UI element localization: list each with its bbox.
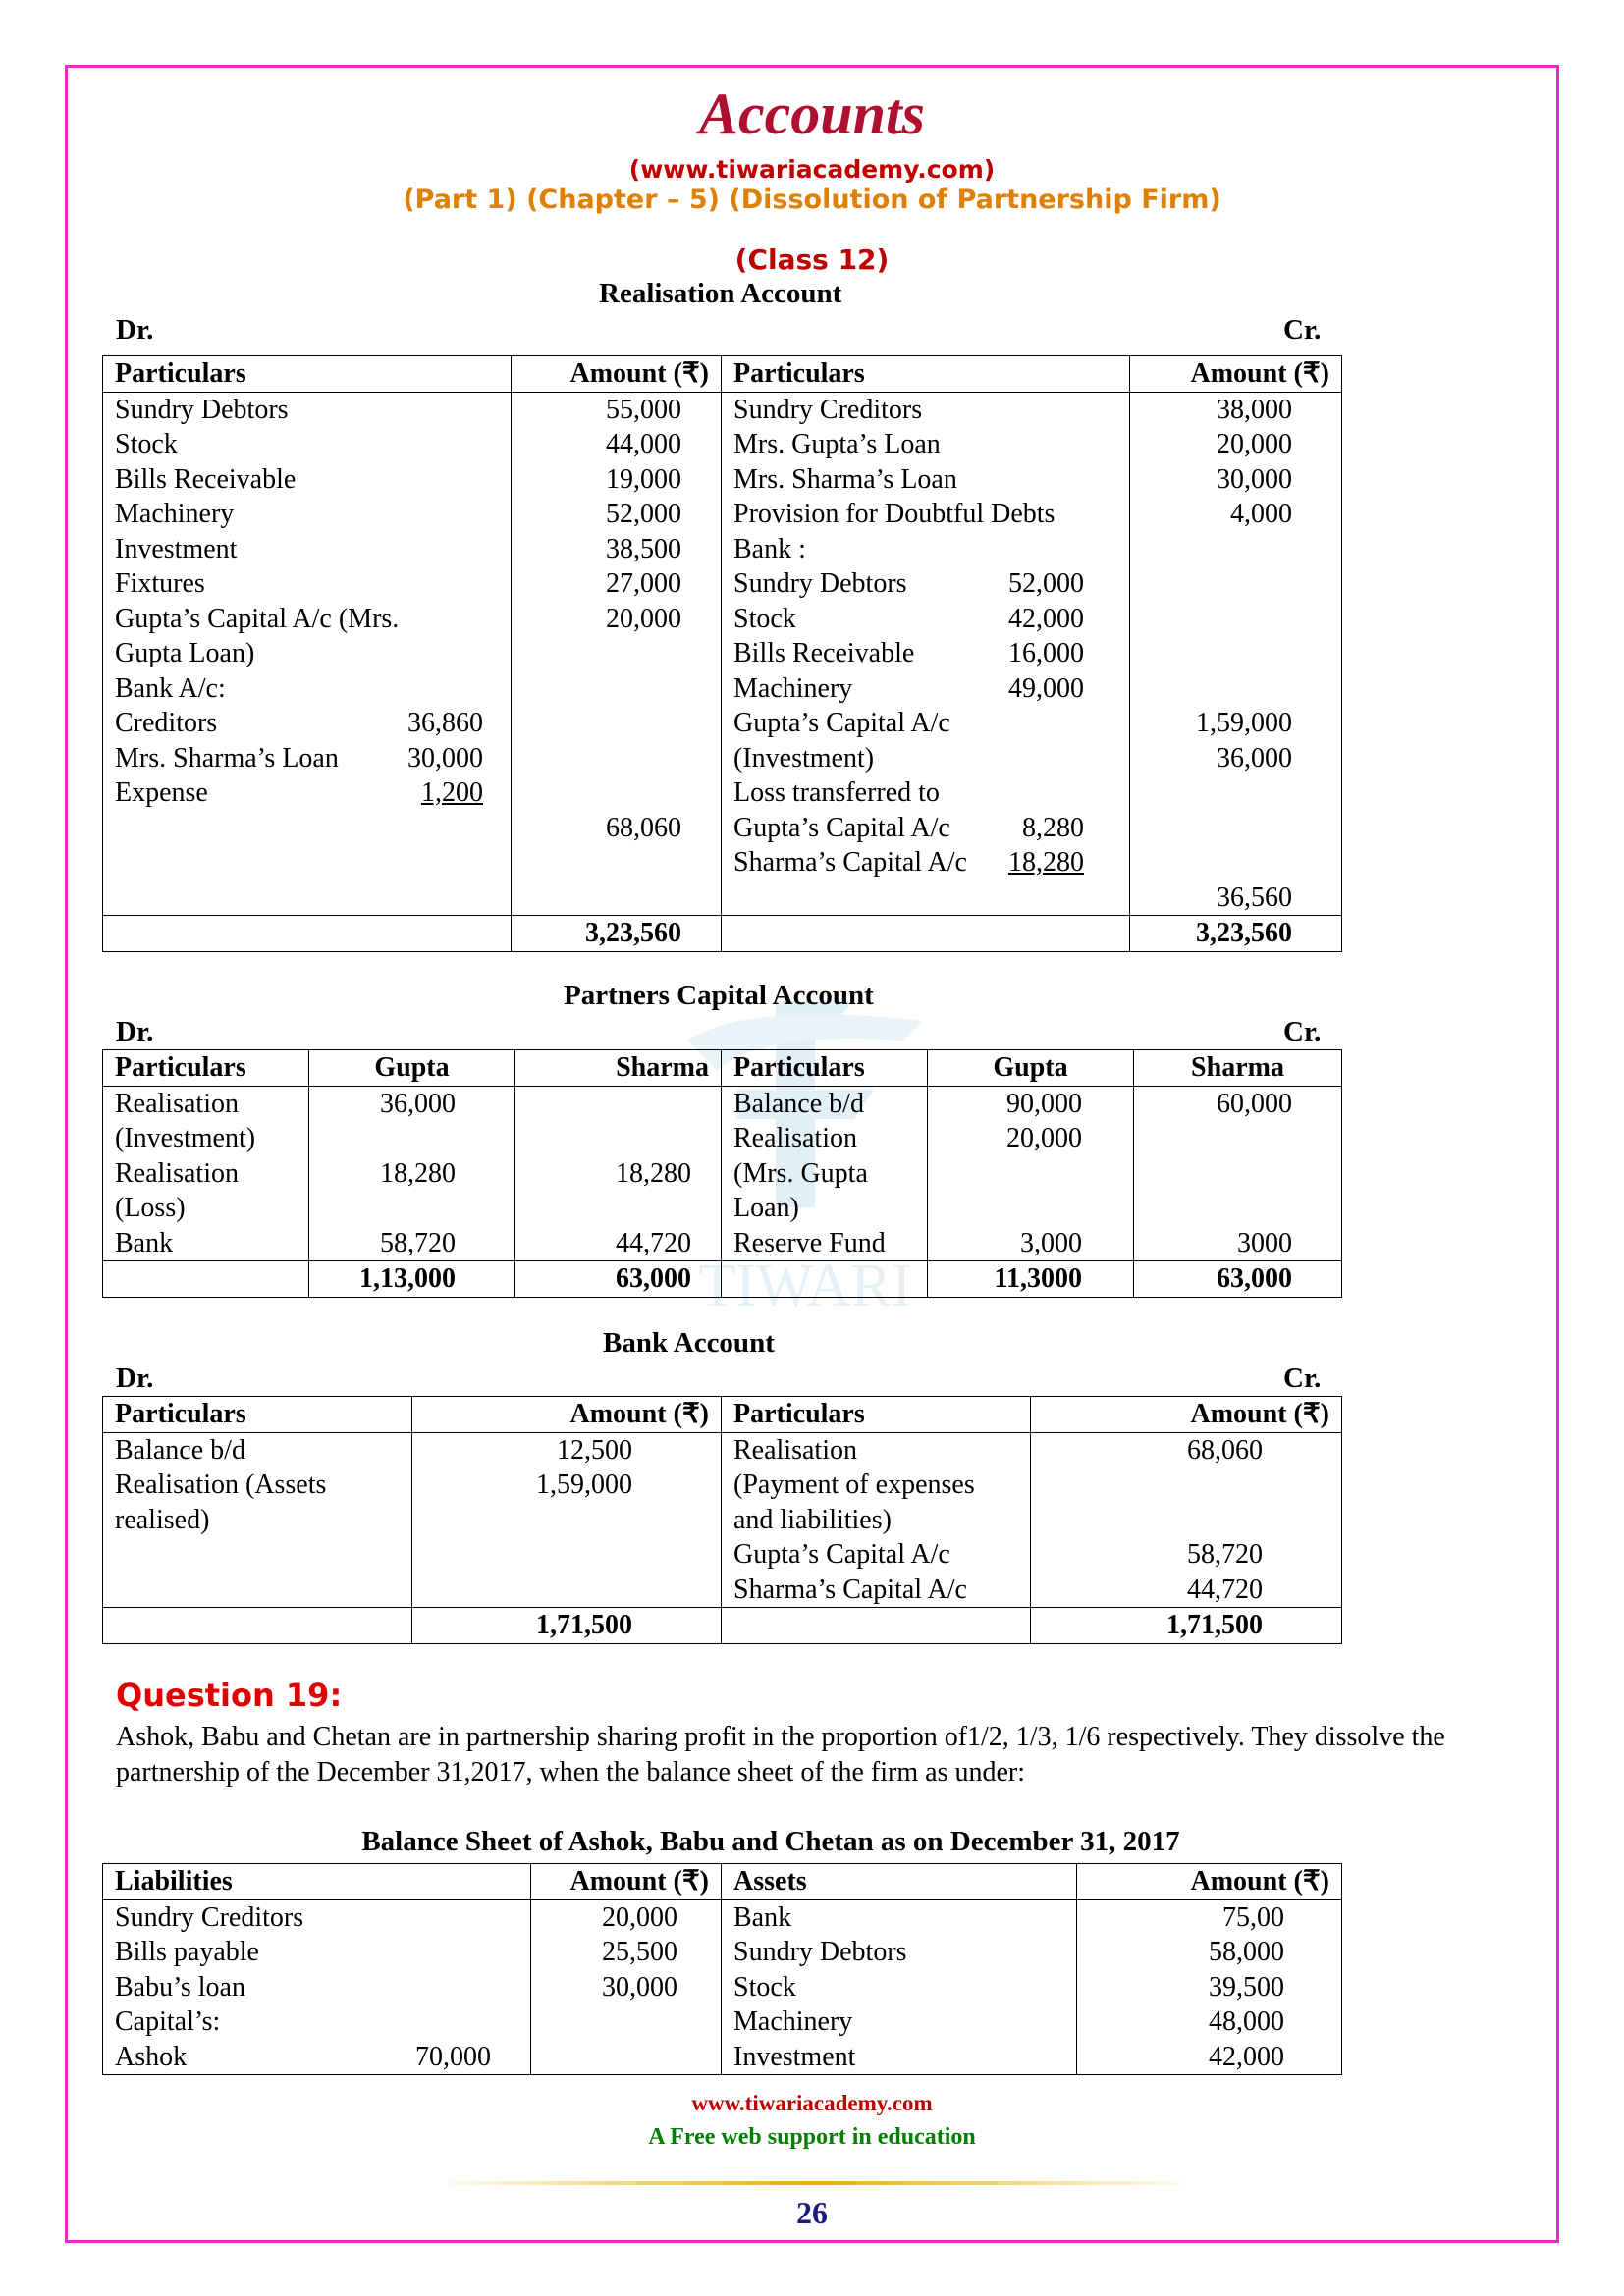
table-row bbox=[103, 1121, 1342, 1156]
particulars-cell: Sharma’s Capital A/c bbox=[722, 1573, 1031, 1608]
particular-text: Machinery bbox=[733, 672, 853, 704]
amount-cell: 3,000 bbox=[928, 1226, 1134, 1261]
particulars-cell: Gupta’s Capital A/c bbox=[722, 1537, 1031, 1573]
amount-cell bbox=[512, 671, 722, 707]
particulars-cell bbox=[103, 1537, 412, 1573]
header-website: (www.tiwariacademy.com) bbox=[628, 155, 996, 184]
col-header: Particulars bbox=[722, 1397, 1031, 1433]
particular-text: Loss transferred to bbox=[733, 777, 940, 808]
sub-amount: 42,000 bbox=[1008, 603, 1084, 634]
particular-text: Gupta’s Capital A/c bbox=[733, 708, 950, 738]
amount-cell bbox=[1130, 532, 1342, 567]
particular-text: Gupta’s Capital A/c bbox=[733, 812, 950, 843]
table-row bbox=[103, 1970, 1342, 2005]
col-header: Sharma bbox=[1134, 1050, 1342, 1087]
amount-cell: 1,59,000 bbox=[412, 1468, 722, 1503]
table-row bbox=[103, 566, 1342, 602]
particulars-cell: Balance b/d bbox=[103, 1432, 412, 1468]
amount-cell bbox=[1130, 636, 1342, 671]
amount-cell: 44,720 bbox=[515, 1226, 722, 1261]
particulars-cell: Investment bbox=[722, 2040, 1077, 2075]
amount-cell bbox=[515, 1086, 722, 1121]
total-amount: 1,71,500 bbox=[412, 1608, 722, 1644]
amount-cell: 55,000 bbox=[512, 392, 722, 427]
amount-cell: 42,000 bbox=[1077, 2040, 1342, 2075]
particulars-cell bbox=[103, 1970, 531, 2005]
amount-cell bbox=[512, 775, 722, 811]
total-amount: 1,13,000 bbox=[309, 1261, 515, 1298]
particulars-cell bbox=[103, 811, 512, 846]
particulars-cell bbox=[103, 2004, 531, 2040]
amount-cell bbox=[512, 845, 722, 881]
particulars-cell: Stock bbox=[722, 1970, 1077, 2005]
total-amount: 63,000 bbox=[515, 1261, 722, 1298]
col-header: Amount (₹) bbox=[1077, 1864, 1342, 1900]
table-row bbox=[103, 1503, 1342, 1538]
particulars-cell: (Payment of expenses bbox=[722, 1468, 1031, 1503]
particulars-cell: Balance b/d bbox=[722, 1086, 928, 1121]
total-amount: 3,23,560 bbox=[512, 916, 722, 952]
table-row bbox=[103, 706, 1342, 741]
particulars-cell bbox=[722, 427, 1130, 462]
particulars-cell bbox=[103, 741, 512, 776]
sub-amount: 52,000 bbox=[1008, 568, 1084, 599]
amount-cell: 52,000 bbox=[512, 497, 722, 532]
sub-amount: 70,000 bbox=[415, 2041, 491, 2072]
class-heading: (Class 12) bbox=[734, 243, 890, 276]
particular-text: Gupta Loan) bbox=[115, 638, 255, 668]
particular-text: Capital’s: bbox=[115, 2006, 221, 2037]
particulars-cell bbox=[722, 462, 1130, 498]
particulars-cell bbox=[722, 741, 1130, 776]
amount-cell: 58,720 bbox=[1031, 1537, 1342, 1573]
particular-text: Machinery bbox=[115, 499, 235, 529]
col-header: Gupta bbox=[928, 1050, 1134, 1087]
amount-cell bbox=[1031, 1468, 1342, 1503]
amount-cell bbox=[309, 1121, 515, 1156]
amount-cell bbox=[928, 1191, 1134, 1226]
table-row bbox=[103, 775, 1342, 811]
total-amount: 11,3000 bbox=[928, 1261, 1134, 1298]
particulars-cell bbox=[722, 811, 1130, 846]
sub-amount: 1,200 bbox=[421, 777, 483, 808]
balance-sheet-table bbox=[102, 1863, 1342, 2075]
particular-text: Mrs. Gupta’s Loan bbox=[733, 429, 941, 459]
amount-cell: 36,000 bbox=[1130, 741, 1342, 776]
amount-cell bbox=[512, 741, 722, 776]
footer-tagline: A Free web support in education bbox=[648, 2124, 976, 2150]
particular-text: Investment bbox=[115, 533, 238, 564]
particular-text: Bills payable bbox=[115, 1937, 259, 1967]
col-header: Particulars bbox=[103, 356, 512, 393]
question-label: Question 19: bbox=[116, 1677, 343, 1714]
particulars-cell bbox=[722, 566, 1130, 602]
amount-cell: 18,280 bbox=[309, 1156, 515, 1192]
bank-dr: Dr. bbox=[116, 1362, 154, 1394]
realisation-table bbox=[102, 355, 1342, 952]
amount-cell: 20,000 bbox=[512, 602, 722, 637]
particulars-cell: Bank bbox=[103, 1226, 309, 1261]
bank-cr: Cr. bbox=[1283, 1362, 1322, 1394]
col-header: Assets bbox=[722, 1864, 1077, 1900]
table-row bbox=[103, 2004, 1342, 2040]
table-row bbox=[103, 881, 1342, 916]
amount-cell bbox=[1130, 811, 1342, 846]
table-row bbox=[103, 1537, 1342, 1573]
particular-text: Sundry Creditors bbox=[733, 394, 923, 425]
table-row bbox=[103, 1899, 1342, 1935]
particulars-cell bbox=[103, 671, 512, 707]
table-row bbox=[103, 1086, 1342, 1121]
capital-title: Partners Capital Account bbox=[564, 980, 874, 1011]
balance-sheet-title: Balance Sheet of Ashok, Babu and Chetan as on December 31, 2017 bbox=[361, 1826, 1180, 1857]
particulars-cell bbox=[103, 775, 512, 811]
col-header: Amount (₹) bbox=[1130, 356, 1342, 393]
bank-table bbox=[102, 1396, 1342, 1644]
table-row bbox=[103, 1156, 1342, 1192]
particulars-cell bbox=[722, 845, 1130, 881]
total-row bbox=[103, 1261, 1342, 1298]
amount-cell: 3000 bbox=[1134, 1226, 1342, 1261]
particular-text: Sundry Debtors bbox=[733, 568, 907, 599]
total-amount bbox=[722, 1261, 928, 1298]
col-header: Gupta bbox=[309, 1050, 515, 1087]
particulars-cell bbox=[103, 566, 512, 602]
particulars-cell: and liabilities) bbox=[722, 1503, 1031, 1538]
particulars-cell: Machinery bbox=[722, 2004, 1077, 2040]
amount-cell bbox=[1031, 1503, 1342, 1538]
total-amount bbox=[103, 1261, 309, 1298]
amount-cell bbox=[412, 1537, 722, 1573]
amount-cell: 30,000 bbox=[531, 1970, 722, 2005]
particulars-cell bbox=[722, 532, 1130, 567]
amount-cell: 44,720 bbox=[1031, 1573, 1342, 1608]
bank-title: Bank Account bbox=[603, 1327, 775, 1359]
particulars-cell bbox=[722, 497, 1130, 532]
particulars-cell: Bank bbox=[722, 1899, 1077, 1935]
particulars-cell bbox=[103, 2040, 531, 2075]
table-row bbox=[103, 1573, 1342, 1608]
amount-cell: 25,500 bbox=[531, 1935, 722, 1970]
particulars-cell bbox=[103, 1573, 412, 1608]
sub-amount: 16,000 bbox=[1008, 638, 1084, 668]
chapter-heading: (Part 1) (Chapter – 5) (Dissolution of Partnership Firm) bbox=[403, 185, 1221, 215]
table-row bbox=[103, 462, 1342, 498]
particular-text: Mrs. Sharma’s Loan bbox=[733, 463, 957, 495]
particular-text: Sundry Debtors bbox=[115, 394, 289, 425]
amount-cell bbox=[515, 1121, 722, 1156]
particulars-cell bbox=[722, 602, 1130, 637]
particulars-cell bbox=[103, 636, 512, 671]
realisation-title: Realisation Account bbox=[599, 278, 842, 309]
particular-text: Ashok bbox=[115, 2041, 188, 2072]
particulars-cell: (Loss) bbox=[103, 1191, 309, 1226]
amount-cell: 27,000 bbox=[512, 566, 722, 602]
amount-cell bbox=[512, 881, 722, 916]
particulars-cell bbox=[722, 392, 1130, 427]
amount-cell bbox=[1130, 775, 1342, 811]
particulars-cell bbox=[103, 1899, 531, 1935]
col-header: Sharma bbox=[515, 1050, 722, 1087]
amount-cell bbox=[1134, 1191, 1342, 1226]
particulars-cell bbox=[103, 845, 512, 881]
amount-cell: 38,000 bbox=[1130, 392, 1342, 427]
particular-text: Sharma’s Capital A/c bbox=[733, 847, 967, 878]
amount-cell bbox=[412, 1503, 722, 1538]
total-amount: 1,71,500 bbox=[1031, 1608, 1342, 1644]
amount-cell: 60,000 bbox=[1134, 1086, 1342, 1121]
capital-cr: Cr. bbox=[1283, 1016, 1322, 1047]
table-row bbox=[103, 1226, 1342, 1261]
particular-text: Babu’s loan bbox=[115, 1971, 245, 2002]
particulars-cell: Realisation bbox=[103, 1086, 309, 1121]
total-cell bbox=[103, 1608, 412, 1644]
total-cell bbox=[722, 1608, 1031, 1644]
amount-cell: 68,060 bbox=[512, 811, 722, 846]
particulars-cell bbox=[722, 706, 1130, 741]
amount-cell: 58,000 bbox=[1077, 1935, 1342, 1970]
particulars-cell bbox=[722, 775, 1130, 811]
amount-cell: 58,720 bbox=[309, 1226, 515, 1261]
particulars-cell bbox=[722, 671, 1130, 707]
amount-cell bbox=[512, 706, 722, 741]
table-row bbox=[103, 2040, 1342, 2075]
table-row bbox=[103, 845, 1342, 881]
particular-text: Fixtures bbox=[115, 568, 205, 599]
particular-text: Creditors bbox=[115, 708, 218, 738]
col-header: Particulars bbox=[103, 1050, 309, 1087]
amount-cell: 20,000 bbox=[531, 1899, 722, 1935]
amount-cell: 4,000 bbox=[1130, 497, 1342, 532]
amount-cell: 44,000 bbox=[512, 427, 722, 462]
table-row bbox=[103, 497, 1342, 532]
amount-cell: 19,000 bbox=[512, 462, 722, 498]
svg-text:TIWARI: TIWARI bbox=[698, 1253, 912, 1319]
table-row bbox=[103, 1191, 1342, 1226]
table-row bbox=[103, 602, 1342, 637]
sub-amount: 8,280 bbox=[1022, 812, 1084, 843]
particulars-cell bbox=[103, 881, 512, 916]
table-row bbox=[103, 1935, 1342, 1970]
footer-website: www.tiwariacademy.com bbox=[691, 2091, 933, 2115]
particulars-cell: Reserve Fund bbox=[722, 1226, 928, 1261]
col-header: Particulars bbox=[722, 1050, 928, 1087]
amount-cell: 90,000 bbox=[928, 1086, 1134, 1121]
page-number: 26 bbox=[796, 2195, 828, 2230]
sub-amount: 36,860 bbox=[407, 708, 483, 738]
sub-amount: 49,000 bbox=[1008, 672, 1084, 704]
page-title: Accounts bbox=[698, 81, 926, 146]
particulars-cell bbox=[722, 636, 1130, 671]
table-row bbox=[103, 1432, 1342, 1468]
total-amount: 63,000 bbox=[1134, 1261, 1342, 1298]
amount-cell bbox=[1130, 566, 1342, 602]
sub-amount: 30,000 bbox=[407, 742, 483, 774]
amount-cell: 12,500 bbox=[412, 1432, 722, 1468]
amount-cell: 1,59,000 bbox=[1130, 706, 1342, 741]
total-row bbox=[103, 916, 1342, 952]
capital-table bbox=[102, 1049, 1342, 1298]
amount-cell: 48,000 bbox=[1077, 2004, 1342, 2040]
particulars-cell bbox=[722, 881, 1130, 916]
particulars-cell: Sundry Debtors bbox=[722, 1935, 1077, 1970]
particulars-cell: Realisation bbox=[722, 1121, 928, 1156]
particulars-cell bbox=[103, 497, 512, 532]
amount-cell: 18,280 bbox=[515, 1156, 722, 1192]
amount-cell: 36,000 bbox=[309, 1086, 515, 1121]
footer-divider bbox=[432, 2181, 1198, 2185]
particulars-cell: realised) bbox=[103, 1503, 412, 1538]
col-header: Amount (₹) bbox=[512, 356, 722, 393]
particular-text: Provision for Doubtful Debts bbox=[733, 499, 1056, 529]
amount-cell bbox=[531, 2040, 722, 2075]
amount-cell: 20,000 bbox=[1130, 427, 1342, 462]
particulars-cell bbox=[103, 532, 512, 567]
capital-dr: Dr. bbox=[116, 1016, 154, 1047]
particulars-cell bbox=[103, 1935, 531, 1970]
particular-text: Bank A/c: bbox=[115, 672, 226, 704]
col-header: Amount (₹) bbox=[1031, 1397, 1342, 1433]
particular-text: Sundry Creditors bbox=[115, 1901, 304, 1933]
realisation-dr: Dr. bbox=[116, 314, 154, 346]
particulars-cell bbox=[103, 602, 512, 637]
total-cell bbox=[722, 916, 1130, 952]
amount-cell bbox=[928, 1156, 1134, 1192]
table-row bbox=[103, 741, 1342, 776]
particular-text: Expense bbox=[115, 777, 208, 808]
particulars-cell: Realisation (Assets bbox=[103, 1468, 412, 1503]
particular-text: Mrs. Sharma’s Loan bbox=[115, 742, 339, 774]
amount-cell: 38,500 bbox=[512, 532, 722, 567]
total-cell bbox=[103, 916, 512, 952]
col-header: Amount (₹) bbox=[531, 1864, 722, 1900]
amount-cell: 39,500 bbox=[1077, 1970, 1342, 2005]
sub-amount: 18,280 bbox=[1008, 847, 1084, 878]
amount-cell: 30,000 bbox=[1130, 462, 1342, 498]
amount-cell bbox=[1130, 671, 1342, 707]
amount-cell bbox=[412, 1573, 722, 1608]
amount-cell bbox=[1134, 1156, 1342, 1192]
col-header: Amount (₹) bbox=[412, 1397, 722, 1433]
amount-cell bbox=[309, 1191, 515, 1226]
particulars-cell bbox=[103, 392, 512, 427]
particulars-cell: Realisation bbox=[103, 1156, 309, 1192]
amount-cell bbox=[512, 636, 722, 671]
amount-cell bbox=[1130, 602, 1342, 637]
particular-text: Stock bbox=[733, 603, 796, 634]
amount-cell bbox=[1134, 1121, 1342, 1156]
particulars-cell: Realisation bbox=[722, 1432, 1031, 1468]
table-row bbox=[103, 671, 1342, 707]
particular-text: (Investment) bbox=[733, 742, 875, 774]
particular-text: Stock bbox=[115, 429, 178, 459]
particular-text: Bills Receivable bbox=[115, 463, 297, 495]
col-header: Liabilities bbox=[103, 1864, 531, 1900]
amount-cell: 20,000 bbox=[928, 1121, 1134, 1156]
particular-text: Bank : bbox=[733, 533, 806, 564]
amount-cell bbox=[515, 1191, 722, 1226]
particulars-cell: (Investment) bbox=[103, 1121, 309, 1156]
table-row bbox=[103, 636, 1342, 671]
table-row bbox=[103, 427, 1342, 462]
question-text: Ashok, Babu and Chetan are in partnership sharing profit in the proportion of1/2, 1/3, 1/6 respectively. They dissolve the partnership of the December 31,2017, when the balance sheet of the firm as under: bbox=[116, 1722, 1445, 1788]
amount-cell bbox=[531, 2004, 722, 2040]
particulars-cell: Loan) bbox=[722, 1191, 928, 1226]
particular-text: Gupta’s Capital A/c (Mrs. bbox=[115, 603, 400, 634]
amount-cell: 68,060 bbox=[1031, 1432, 1342, 1468]
table-row bbox=[103, 392, 1342, 427]
particulars-cell: (Mrs. Gupta bbox=[722, 1156, 928, 1192]
amount-cell: 36,560 bbox=[1130, 881, 1342, 916]
total-amount: 3,23,560 bbox=[1130, 916, 1342, 952]
realisation-cr: Cr. bbox=[1283, 314, 1322, 346]
amount-cell bbox=[1130, 845, 1342, 881]
amount-cell: 75,00 bbox=[1077, 1899, 1342, 1935]
col-header: Particulars bbox=[722, 356, 1130, 393]
total-row bbox=[103, 1608, 1342, 1644]
particulars-cell bbox=[103, 462, 512, 498]
particulars-cell bbox=[103, 706, 512, 741]
table-row bbox=[103, 1468, 1342, 1503]
col-header: Particulars bbox=[103, 1397, 412, 1433]
table-row bbox=[103, 532, 1342, 567]
particular-text: Bills Receivable bbox=[733, 638, 915, 668]
particulars-cell bbox=[103, 427, 512, 462]
table-row bbox=[103, 811, 1342, 846]
